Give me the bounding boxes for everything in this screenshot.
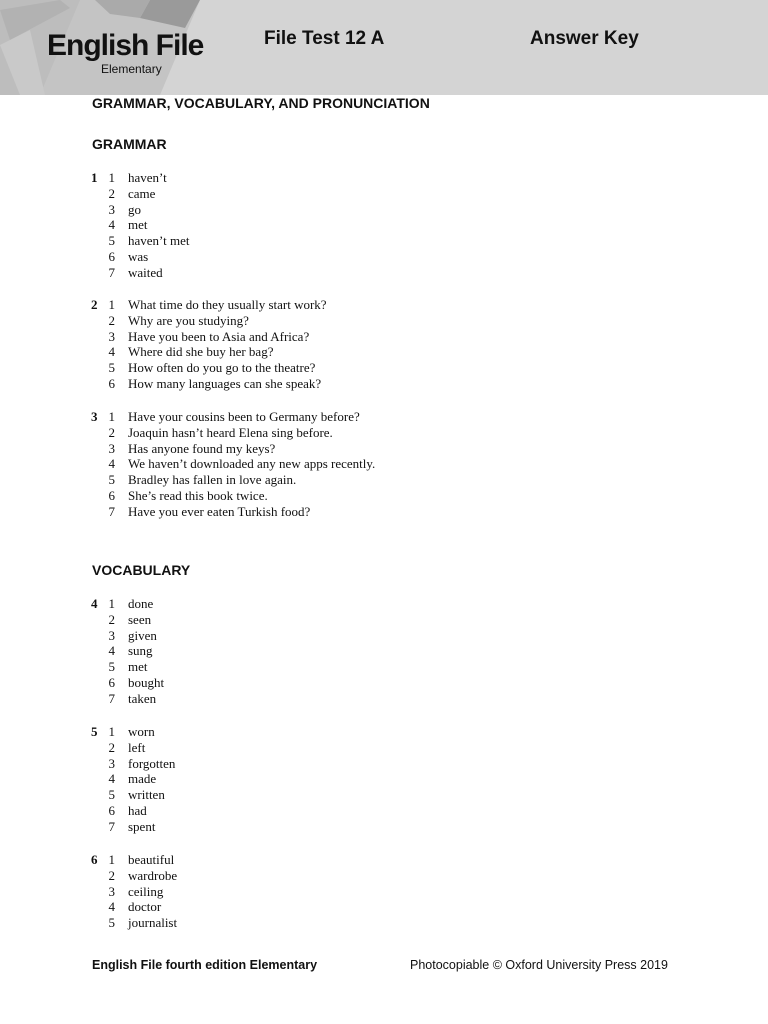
item-number: 3 xyxy=(108,201,115,217)
item-number: 4 xyxy=(108,217,115,233)
item-number: 2 xyxy=(108,867,115,883)
answer-text: bought xyxy=(128,674,165,690)
item-number: 4 xyxy=(108,344,115,360)
answer-text: go xyxy=(128,201,141,217)
exercise-number: 2 xyxy=(91,297,98,312)
logo-title: English File xyxy=(47,29,204,62)
answer-text: met xyxy=(128,659,148,674)
answer-text: left xyxy=(128,739,146,755)
logo-subtitle: Elementary xyxy=(101,62,162,76)
item-number: 6 xyxy=(108,487,115,503)
item-number: 2 xyxy=(108,739,115,755)
item-number: 7 xyxy=(108,264,115,280)
item-number: 1 xyxy=(108,170,115,185)
answer-key-label: Answer Key xyxy=(530,28,639,49)
item-number: 6 xyxy=(108,248,115,264)
answer-text: taken xyxy=(128,690,157,706)
answer-text: Where did she buy her bag? xyxy=(128,344,274,360)
item-number: 1 xyxy=(108,596,115,611)
footer-copyright: Photocopiable © Oxford University Press 2019 xyxy=(410,958,668,972)
item-number: 5 xyxy=(108,787,115,802)
grammar-heading: GRAMMAR xyxy=(92,136,167,152)
item-number: 5 xyxy=(108,233,115,248)
item-number: 1 xyxy=(108,297,115,312)
answer-text: met xyxy=(128,217,148,233)
exercise-number: 4 xyxy=(91,596,98,611)
item-number: 4 xyxy=(108,456,115,472)
answer-text: seen xyxy=(128,611,152,627)
item-number: 5 xyxy=(108,915,115,930)
item-number: 6 xyxy=(108,375,115,391)
item-number: 5 xyxy=(108,360,115,375)
answer-text: waited xyxy=(128,264,163,280)
exercise-number: 5 xyxy=(91,724,98,739)
main-heading: GRAMMAR, VOCABULARY, AND PRONUNCIATION xyxy=(92,95,430,111)
item-number: 1 xyxy=(108,724,115,739)
item-number: 3 xyxy=(108,883,115,899)
vocabulary-heading: VOCABULARY xyxy=(92,562,191,578)
item-number: 6 xyxy=(108,802,115,818)
item-number: 3 xyxy=(108,755,115,771)
answer-text: journalist xyxy=(128,915,178,930)
answer-text: beautiful xyxy=(128,852,175,867)
item-number: 5 xyxy=(108,659,115,674)
item-number: 1 xyxy=(108,409,115,424)
answer-text: We haven’t downloaded any new apps recently. xyxy=(128,456,376,472)
answer-text: done xyxy=(128,596,154,611)
answer-text: Have your cousins been to Germany before? xyxy=(128,409,360,424)
item-number: 4 xyxy=(108,899,115,915)
item-number: 5 xyxy=(108,472,115,487)
answer-text: wardrobe xyxy=(128,867,178,883)
answer-text: forgotten xyxy=(128,755,176,771)
item-number: 3 xyxy=(108,627,115,643)
answer-text: came xyxy=(128,185,156,201)
item-number: 3 xyxy=(108,440,115,456)
answer-text: How often do you go to the theatre? xyxy=(128,360,316,375)
item-number: 2 xyxy=(108,312,115,328)
item-number: 2 xyxy=(108,185,115,201)
answer-text: Have you been to Asia and Africa? xyxy=(128,328,310,344)
answer-text: sung xyxy=(128,643,153,659)
test-title: File Test 12 A xyxy=(264,28,385,49)
answer-text: Why are you studying? xyxy=(128,312,249,328)
item-number: 3 xyxy=(108,328,115,344)
answer-text: She’s read this book twice. xyxy=(128,487,268,503)
answer-text: Has anyone found my keys? xyxy=(128,440,276,456)
exercise-number: 1 xyxy=(91,170,98,185)
exercise-number: 3 xyxy=(91,409,98,424)
exercise-number: 6 xyxy=(91,852,98,867)
footer-edition: English File fourth edition Elementary xyxy=(92,958,318,972)
answer-text: Have you ever eaten Turkish food? xyxy=(128,503,311,519)
page-header xyxy=(0,0,768,95)
answer-text: given xyxy=(128,627,157,643)
answer-text: ceiling xyxy=(128,883,164,899)
answer-text: How many languages can she speak? xyxy=(128,375,322,391)
item-number: 1 xyxy=(108,852,115,867)
answer-text: worn xyxy=(128,724,155,739)
item-number: 4 xyxy=(108,771,115,787)
answer-text: spent xyxy=(128,818,156,834)
answer-text: doctor xyxy=(128,899,162,915)
item-number: 2 xyxy=(108,424,115,440)
item-number: 2 xyxy=(108,611,115,627)
answer-text: haven’t xyxy=(128,170,167,185)
item-number: 7 xyxy=(108,690,115,706)
answer-text: Joaquin hasn’t heard Elena sing before. xyxy=(128,424,333,440)
answer-text: had xyxy=(128,802,147,818)
answer-text: haven’t met xyxy=(128,233,190,248)
answer-text: written xyxy=(128,787,165,802)
answer-text: made xyxy=(128,771,157,787)
item-number: 7 xyxy=(108,503,115,519)
item-number: 4 xyxy=(108,643,115,659)
item-number: 6 xyxy=(108,674,115,690)
answer-text: What time do they usually start work? xyxy=(128,297,327,312)
answer-text: Bradley has fallen in love again. xyxy=(128,472,297,487)
item-number: 7 xyxy=(108,818,115,834)
answer-text: was xyxy=(128,248,149,264)
